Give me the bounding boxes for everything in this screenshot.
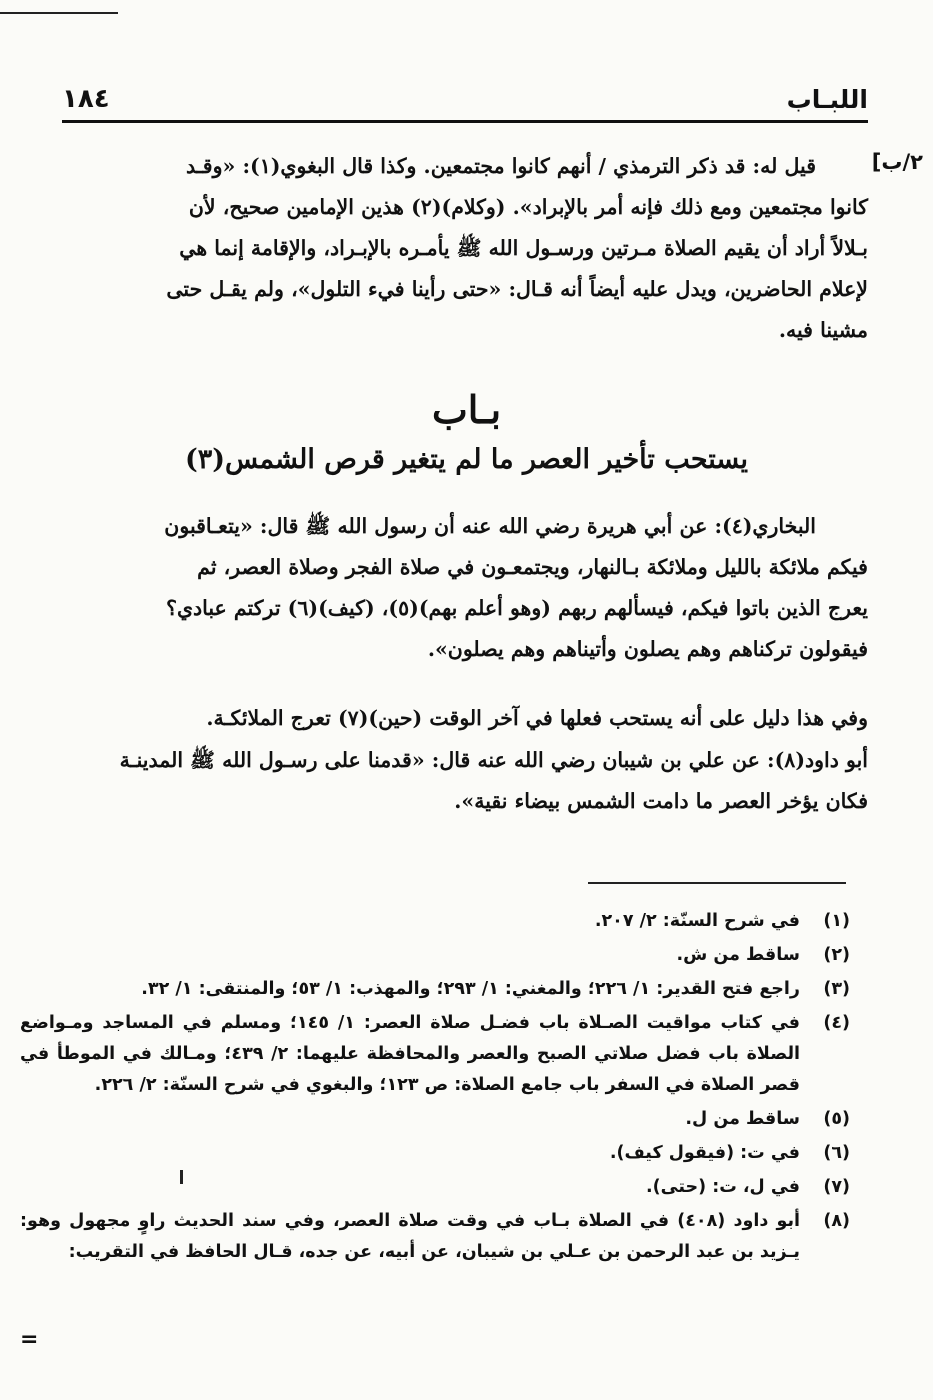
footnote-number: (٤) [823, 1013, 850, 1033]
paragraph-4-line: فكان يؤخر العصر ما دامت الشمس بيضاء نقية». [454, 789, 868, 813]
footnote-number: (٧) [823, 1177, 850, 1197]
manuscript-folio-ref: ٢/ب] [871, 150, 923, 174]
paragraph-1-line: مشينا فيه. [778, 318, 868, 342]
paragraph-1-line: بـلالاً أراد أن يقيم الصلاة مـرتين ورسـول الله ﷺ يأمـره بالإبـراد، والإقامة إنما هي [179, 236, 868, 260]
paragraph-2-line: فيكم ملائكة بالليل وملائكة بـالنهار، ويجتمعـون في صلاة الفجر وصلاة العصر، ثم [197, 555, 868, 579]
footnote-item [20, 1104, 850, 1135]
continuation-mark: = [20, 1327, 39, 1352]
page-header [62, 80, 868, 114]
footnote-number: (٣) [823, 979, 850, 999]
header-rule [62, 120, 868, 123]
paragraph-1-line: قيل له: قد ذكر الترمذي / أنهم كانوا مجتمعين. وكذا قال البغوي(١): «وقـد [186, 154, 816, 178]
footnote-text: راجع فتح القدير: ١/ ٢٢٦؛ والمغني: ١/ ٢٩٣؛ والمهذب: ١/ ٥٣؛ والمنتقى: ١/ ٣٢. [141, 979, 800, 999]
footnote-text: ساقط من ش. [676, 945, 800, 965]
print-speck [180, 1170, 183, 1184]
footnote-item [20, 974, 850, 1005]
footnote-text: أبو داود (٤٠٨) في الصلاة بـاب في وقت صلاة العصر، وفي سند الحديث راوٍ مجهول وهو: يـزيد بن عبد الرحمن بن عـلي بن شيبان، عن أبيه، عن جده، قـال الحافظ في التقريب: [20, 1211, 801, 1262]
footnote-item [20, 1008, 850, 1101]
footnote-number: (١) [823, 911, 850, 931]
footnote-number: (٨) [823, 1211, 850, 1231]
footnote-item [20, 940, 850, 971]
paragraph-2-line: يعرج الذين باتوا فيكم، فيسألهم ربهم (وهو أعلم بهم)(٥)، (كيف)(٦) تركتم عبادي؟ [166, 596, 868, 620]
footnote-text: في شرح السنّة: ٢/ ٢٠٧. [594, 911, 800, 931]
paragraph-1 [62, 146, 868, 351]
paragraph-3-line: وفي هذا دليل على أنه يستحب فعلها في آخر الوقت (حين)(٧) تعرج الملائكـة. [206, 706, 868, 730]
footnote-text: ساقط من ل. [685, 1109, 800, 1129]
running-title: اللبـاب [786, 85, 868, 114]
paragraph-4 [62, 740, 868, 822]
page-number: ١٨٤ [62, 84, 110, 114]
paragraph-4-line: أبو داود(٨): عن علي بن شيبان رضي الله عنه قال: «قدمنا على رسـول الله ﷺ المدينـة [119, 748, 868, 772]
footnote-number: (٥) [823, 1109, 850, 1129]
paragraph-3 [62, 698, 868, 739]
footnotes-list [20, 906, 850, 1271]
footnote-item [20, 1172, 850, 1203]
paragraph-1-line: لإعلام الحاضرين، ويدل عليه أيضاً أنه قـال: «حتى رأينا فيء التلول»، ولم يقـل حتى [166, 277, 868, 301]
footnote-item [20, 906, 850, 937]
footnote-rule [588, 882, 846, 884]
paragraph-2-line: فيقولون تركناهم وهم يصلون وأتيناهم وهم يصلون». [427, 637, 868, 661]
footnote-item [20, 1138, 850, 1169]
footnote-number: (٢) [823, 945, 850, 965]
top-corner-rule [0, 12, 118, 14]
chapter-word: بـاب [431, 387, 502, 432]
footnote-text: في ل، ت: (حتى). [646, 1177, 800, 1197]
paragraph-2-line: البخاري(٤): عن أبي هريرة رضي الله عنه أن رسول الله ﷺ قال: «يتعـاقبون [164, 514, 816, 538]
footnote-text: في كتاب مواقيت الصـلاة باب فضـل صلاة العصر: ١/ ١٤٥؛ ومسلم في المساجد ومـواضع الصلاة باب فضل صلاتي الصبح والعصر والمحافظة عليهما: ٢/ ٤٣٩؛ ومـالك في الموطأ في قصر الصلاة في السفر باب جامع الصلاة: ص ١٢٣؛ والبغوي في شرح السنّة: ٢/ ٢٢٦. [20, 1013, 801, 1095]
footnote-number: (٦) [823, 1143, 850, 1163]
paragraph-2 [62, 506, 868, 670]
footnote-text: في ت: (فيقول كيف). [609, 1143, 800, 1163]
chapter-title: يستحب تأخير العصر ما لم يتغير قرص الشمس(٣) [184, 444, 748, 475]
footnote-item [20, 1206, 850, 1268]
paragraph-1-line: كانوا مجتمعين ومع ذلك فإنه أمر بالإبراد». (وكلام)(٢) هذين الإمامين صحيح، لأن [188, 195, 868, 219]
